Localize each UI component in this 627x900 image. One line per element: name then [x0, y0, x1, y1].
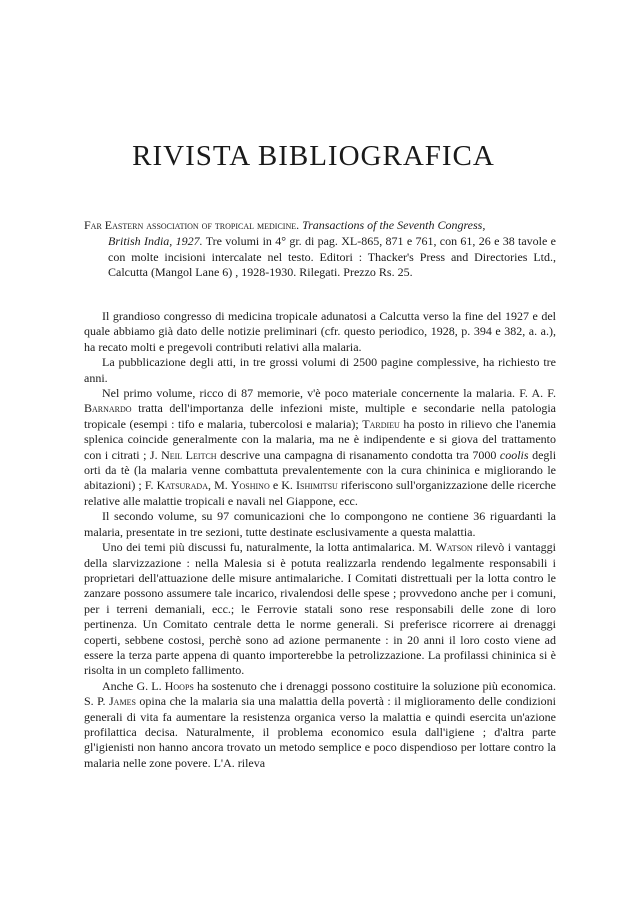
author-name: Ishimitsu — [296, 478, 338, 493]
review-body — [84, 309, 556, 771]
text-fragment: Uno dei temi più discussi fu, naturalmente, la lotta antimalarica. M. — [102, 540, 433, 555]
page-title: RIVISTA BIBLIOGRAFICA — [132, 140, 495, 172]
text-fragment: e K. — [272, 478, 293, 493]
citation-organization: Far Eastern association of tropical medicine. — [84, 218, 300, 232]
author-name: Barnardo — [84, 401, 132, 416]
text-fragment: degli orti da tè (la malaria venne combattuta prevalentemente con la cura chininica e migliorando le abitazioni) ; F. — [84, 447, 557, 493]
citation-place-year: British India, 1927. — [108, 233, 203, 248]
paragraph-congress-intro: Il grandioso congresso di medicina tropicale adunatosi a Calcutta verso la fine del 1927 e del quale abbiamo già dato delle notizie preliminari (cfr. questo periodico, 1928, p. 394 e 382, a. a.), ha recato molti e pregevoli contributi relativi alla malaria. — [84, 309, 556, 354]
author-name: Katsurada — [156, 478, 208, 493]
text-fragment: ha sostenuto che i drenaggi possono costituire la soluzione più economica. S. P. — [84, 678, 556, 709]
text-fragment: Nel primo volume, ricco di 87 memorie, v'è poco materiale concernente la malaria. F. A. F. — [102, 386, 556, 401]
italic-term: coolis — [499, 447, 529, 462]
text-fragment: ha posto in rilievo che l'anemia splenica coincide generalmente con la malaria, ma ne è indipendente e si giova del trattamento con i citrati ; J. — [84, 416, 556, 462]
text-fragment: , M. — [207, 478, 228, 493]
paragraph-antimalaria — [84, 540, 556, 679]
paragraph-first-volume — [84, 386, 556, 509]
citation-work-title: Transactions of the Seventh Congress, — [302, 218, 486, 232]
author-name: Yoshino — [230, 478, 270, 493]
text-fragment: riferiscono sull'organizzazione delle ricerche relative alle malattie tropicali e navali nel Giappone, ecc. — [84, 478, 557, 508]
text-fragment: descrive una campagna di risanamento condotta tra 7000 — [220, 447, 497, 462]
citation-continuation — [84, 234, 556, 281]
citation-volumes: Tre volumi in 4° gr. di pag. XL-865, 871 e 761, con 61, 26 — [205, 233, 491, 248]
paragraph-publication: La pubblicazione degli atti, in tre grossi volumi di 2500 pagine complessive, ha richiesto tre anni. — [84, 355, 556, 385]
author-name: Hoops — [164, 678, 194, 693]
text-fragment: tratta dell'importanza delle infezioni miste, multiple e secondarie nella patologia tropicale (esempi : tifo e malaria, tubercolosi e malaria); — [84, 401, 556, 431]
author-name: James — [109, 694, 136, 709]
text-fragment: opina che la malaria sia una malattia della povertà : il miglioramento delle condizioni generali di vita fa aumentare la resistenza organica verso la malattia e quindi esercita un'azione profilattica decisa. Naturalmente, il problema economico esula dall'igiene ; d'altra parte gl'igienisti non hanno ancora trovato un metodo semplice e poco dispendioso per lottare contro la malaria nelle zone povere. L'A. rileva — [84, 694, 557, 770]
author-name: Neil Leitch — [161, 447, 217, 462]
citation-first-line — [84, 218, 556, 234]
text-fragment: rilevò i vantaggi della slarvizzazione : nella Malesia si è potuta realizzarla rendendo legalmente responsabili i proprietari dell'attuazione delle misure antimalariche. I Comitati distrettuali per la lotta contro le zanzare possono assumere tale incarico, rivalendosi delle spese ; provvedono anche per i comuni, per i terreni demaniali, ecc.; le Ferrovie statali sono rese responsabili delle zone di loro pertinenza. Un Comitato centrale detta le norme generali. Si preferisce ricorrere ai drenaggi coperti, sebbene costosi, perchè sono ad azione permanente : in 20 anni il loro costo viene ad essere la terza parte appena di quanto importerebbe la petrolizzazione. La profilassi chininica si è risolta in un completo fallimento. — [84, 540, 556, 678]
paragraph-drainage — [84, 679, 556, 771]
citation-details: e 38 tavole e con molte incisioni intercalate nel testo. Editori : Thacker's Press and Directories Ltd., Calcutta (Mangol Lane 6) , 1928-1930. Rilegati. Prezzo Rs. 25. — [108, 233, 556, 280]
paragraph-second-volume: Il secondo volume, su 97 comunicazioni che lo compongono ne contiene 36 riguardanti la malaria, presentate in tre sezioni, tutte destinate esclusivamente a questa malattia. — [84, 509, 556, 539]
author-name: Watson — [435, 540, 473, 555]
author-name: Tardieu — [362, 416, 400, 431]
text-fragment: Anche G. L. — [102, 678, 162, 693]
bibliographic-citation — [84, 218, 556, 281]
